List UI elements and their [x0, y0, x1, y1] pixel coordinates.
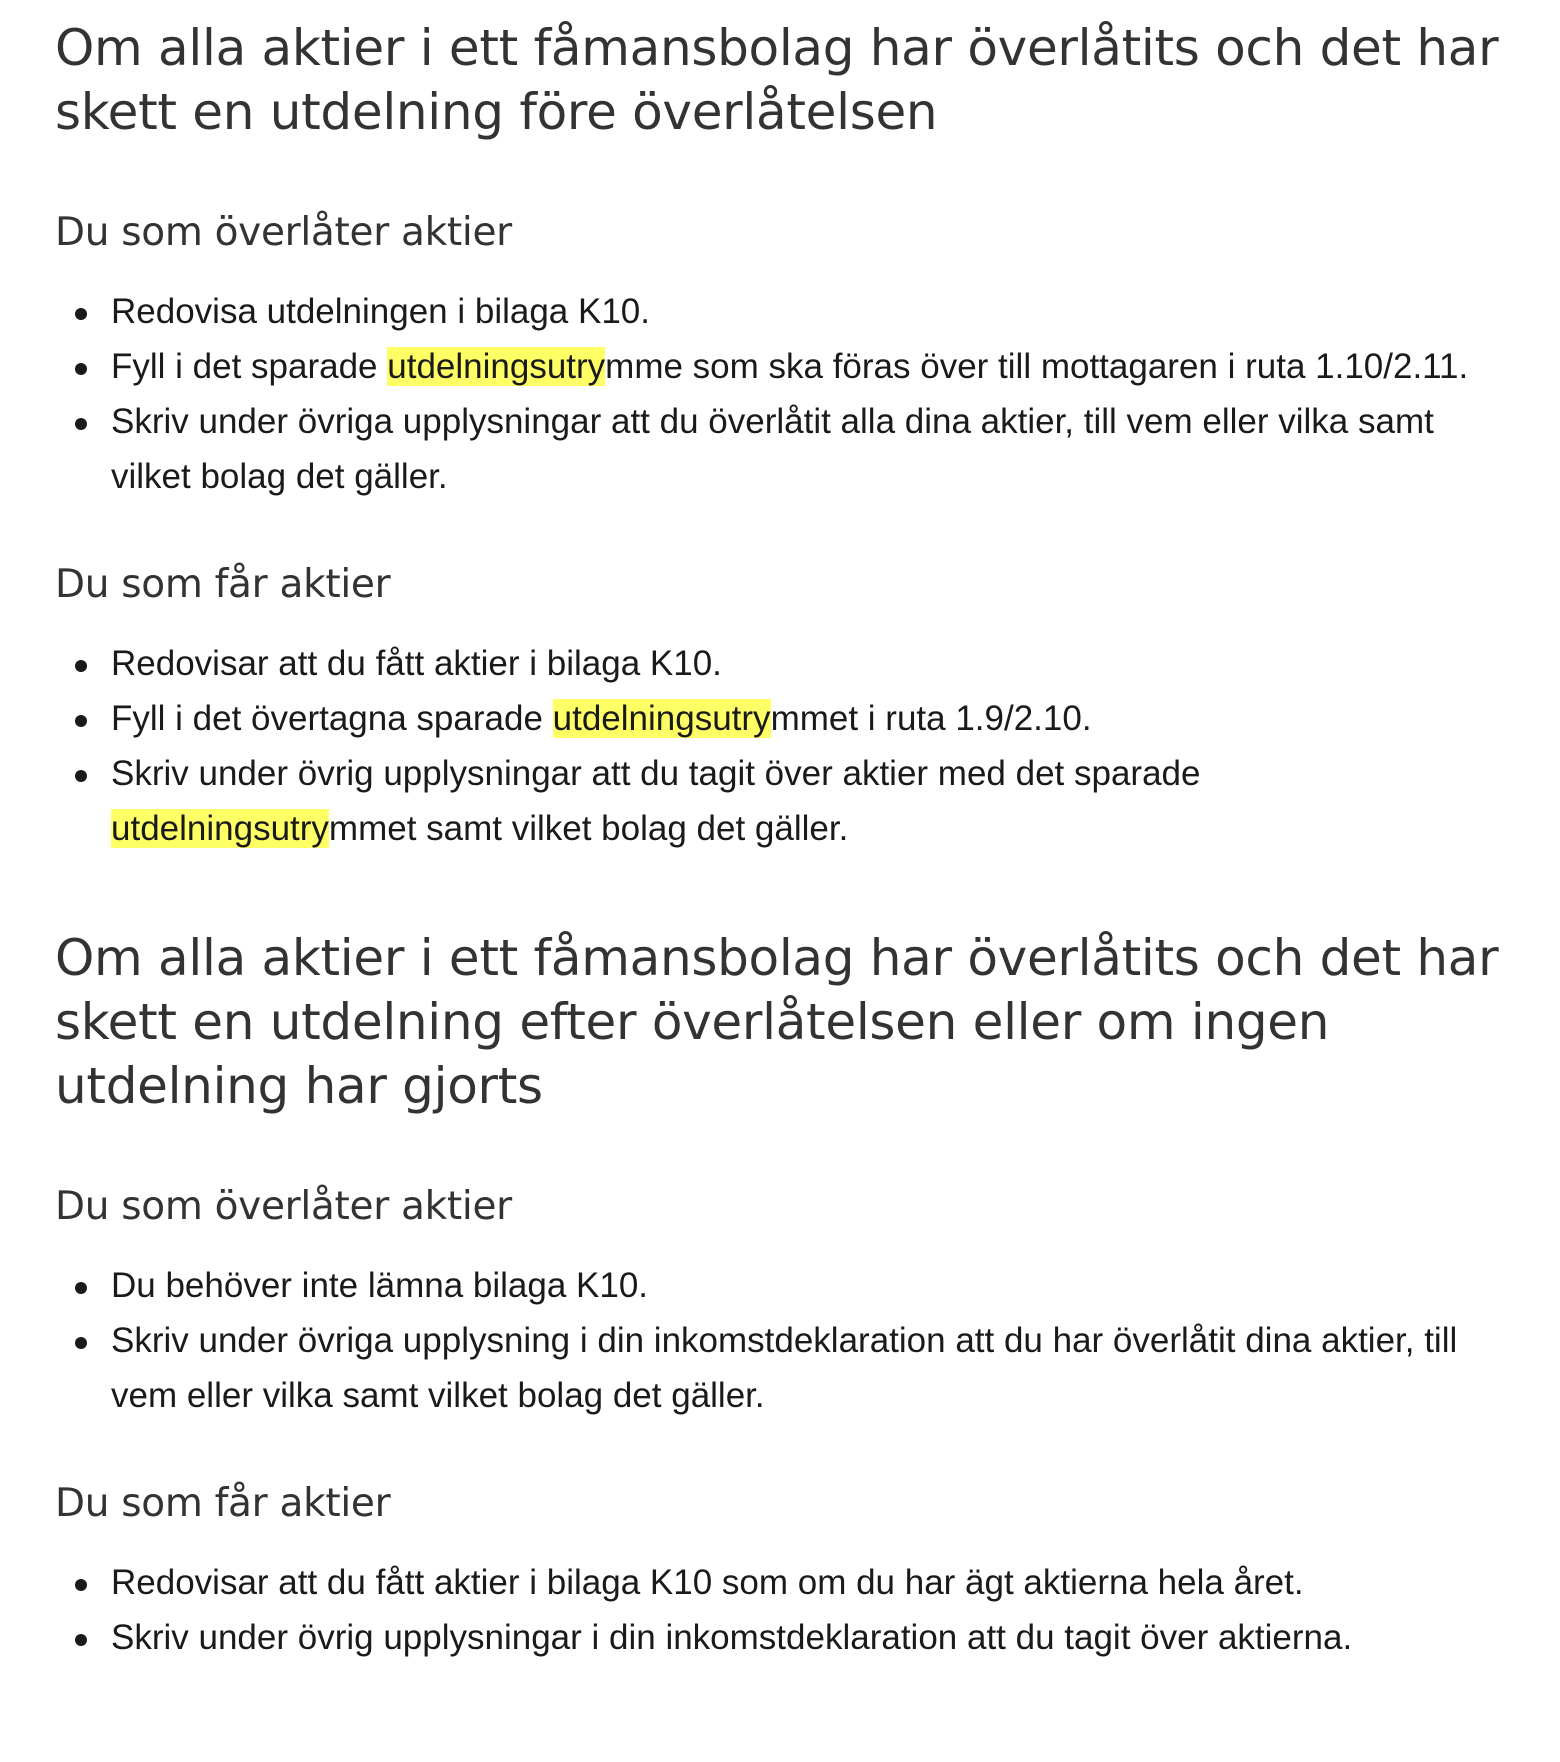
list-item-text: mmet samt vilket bolag det gäller. [328, 809, 849, 848]
list-item-text: Redovisar att du fått aktier i bilaga K10. [111, 644, 722, 683]
section-transfer-dividend-before [55, 16, 1500, 856]
list-item [111, 746, 1500, 856]
bullet-list [55, 1258, 1500, 1423]
list-item-text: Skriv under övrig upplysningar att du tagit över aktier med det sparade [111, 754, 1201, 793]
search-highlight: utdelningsutry [387, 347, 606, 386]
bullet-list [55, 636, 1500, 856]
list-item-text: Skriv under övrig upplysningar i din inkomstdeklaration att du tagit över aktierna. [111, 1618, 1353, 1657]
section-title: Om alla aktier i ett fåmansbolag har överlåtits och det har skett en utdelning efter överlåtelsen eller om ingen utdelning har gjorts [55, 929, 1499, 1115]
list-item-text: mme som ska föras över till mottagaren i ruta 1.10/2.11. [605, 347, 1469, 386]
list-item-text: Skriv under övriga upplysning i din inkomstdeklaration att du har överlåtit dina aktier, till vem eller vilka samt vilket bolag det gäller. [111, 1321, 1458, 1415]
list-item [111, 636, 1500, 691]
list-item [111, 339, 1500, 394]
list-item [111, 1610, 1500, 1665]
list-item [111, 284, 1500, 339]
list-item [111, 1555, 1500, 1610]
bullet-list [55, 1555, 1500, 1665]
search-highlight: utdelningsutry [111, 809, 329, 848]
list-item-text: Skriv under övriga upplysningar att du överlåtit alla dina aktier, till vem eller vilka samt vilket bolag det gäller. [111, 402, 1434, 496]
bullet-list [55, 284, 1500, 504]
list-item-text: mmet i ruta 1.9/2.10. [770, 699, 1092, 738]
subsection-title-transferor: Du som överlåter aktier [55, 210, 512, 255]
list-item-text: Du behöver inte lämna bilaga K10. [111, 1266, 649, 1305]
list-item-text: Fyll i det sparade [111, 347, 388, 386]
list-item [111, 691, 1500, 746]
subsection-title-transferor: Du som överlåter aktier [55, 1184, 512, 1229]
list-item-text: Redovisa utdelningen i bilaga K10. [111, 292, 650, 331]
list-item [111, 1258, 1500, 1313]
list-item-text: Fyll i det övertagna sparade [111, 699, 553, 738]
subsection-title-recipient: Du som får aktier [55, 1481, 391, 1526]
section-transfer-dividend-after [55, 926, 1500, 1665]
list-item-text: Redovisar att du fått aktier i bilaga K10 som om du har ägt aktierna hela året. [111, 1563, 1304, 1602]
list-item [111, 1313, 1500, 1423]
subsection-title-recipient: Du som får aktier [55, 562, 391, 607]
section-title: Om alla aktier i ett fåmansbolag har överlåtits och det har skett en utdelning före överlåtelsen [55, 19, 1499, 141]
search-highlight: utdelningsutry [552, 699, 771, 738]
list-item [111, 394, 1500, 504]
